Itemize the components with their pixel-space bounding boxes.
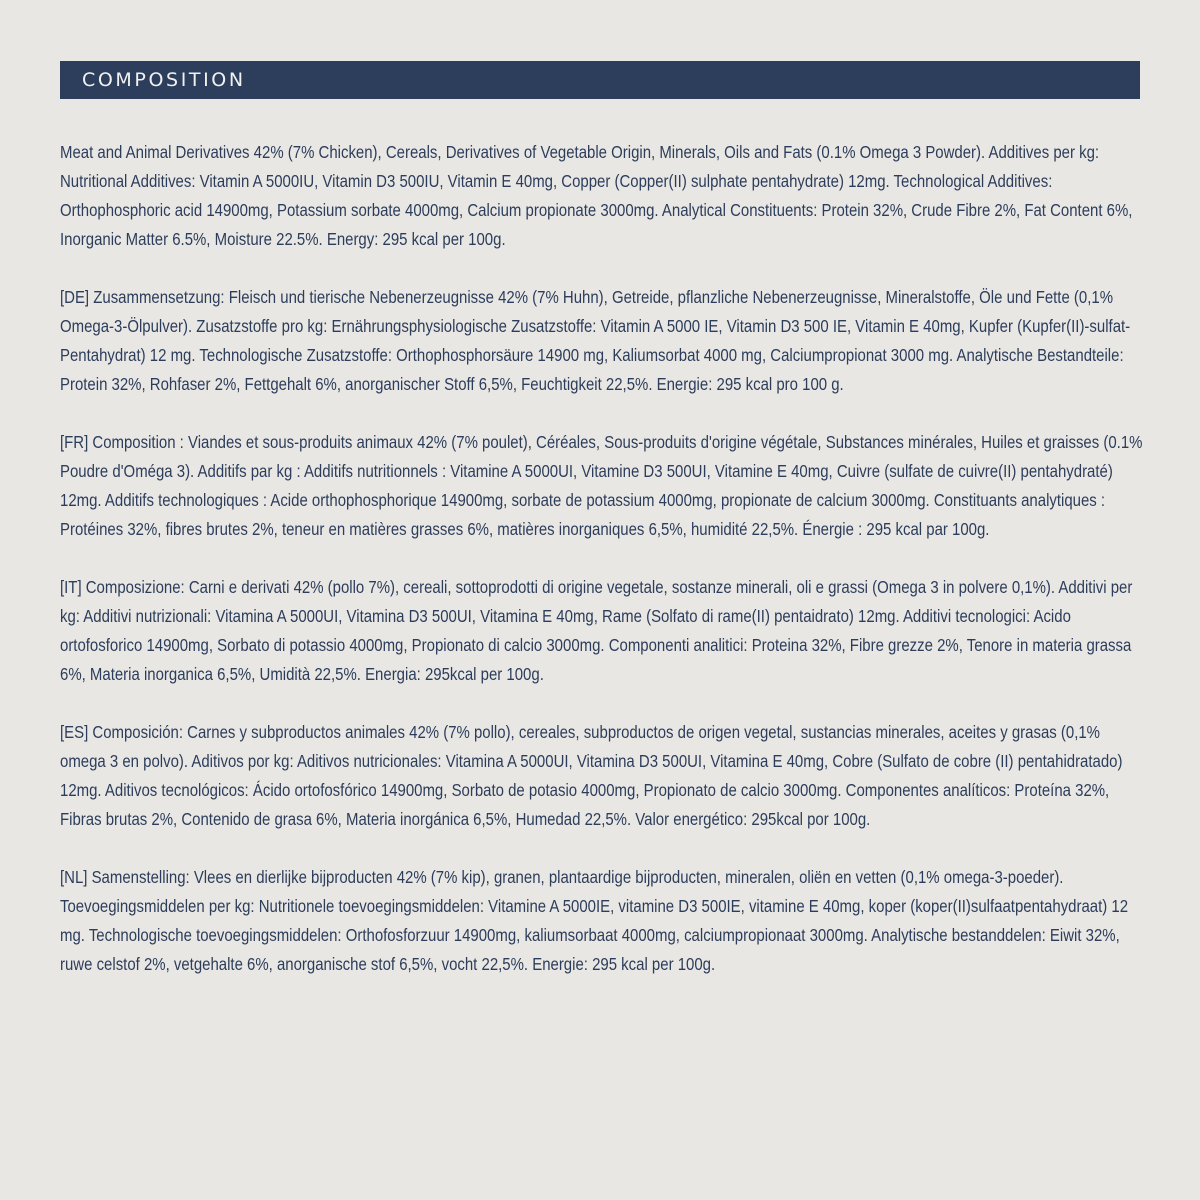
- composition-paragraph-nl: [NL] Samenstelling: Vlees en dierlijke bijproducten 42% (7% kip), granen, plantaardige bijproducten, mineralen, oliën en vetten (0,1% omega-3-poeder). Toevoegingsmiddelen per kg: Nutritionele toevoegingsmiddelen: Vitamine A 5000IE, vitamine D3 500IE, vitamine E 40mg, koper (koper(II)sulfaatpentahydraat) 12 mg. Technologische toevoegingsmiddelen: Orthofosforzuur 14900mg, kaliumsorbaat 4000mg, calciumpropionaat 3000mg. Analytische bestanddelen: Eiwit 32%, ruwe celstof 2%, vetgehalte 6%, anorganische stof 6,5%, vocht 22,5%. Energie: 295 kcal per 100g.: [60, 867, 1129, 974]
- composition-content: [60, 138, 1145, 1008]
- composition-title: COMPOSITION: [82, 69, 246, 91]
- composition-paragraph-fr: [FR] Composition : Viandes et sous-produits animaux 42% (7% poulet), Céréales, Sous-produits d'origine végétale, Substances minérales, Huiles et graisses (0.1% Poudre d'Oméga 3). Additifs par kg : Additifs nutritionnels : Vitamine A 5000UI, Vitamine D3 500UI, Vitamine E 40mg, Cuivre (sulfate de cuivre(II) pentahydraté) 12mg. Additifs technologiques : Acide orthophosphorique 14900mg, sorbate de potassium 4000mg, propionate de calcium 3000mg. Constituants analytiques : Protéines 32%, fibres brutes 2%, teneur en matières grasses 6%, matières inorganiques 6,5%, humidité 22,5%. Énergie : 295 kcal par 100g.: [60, 432, 1143, 539]
- composition-paragraph-es: [ES] Composición: Carnes y subproductos animales 42% (7% pollo), cereales, subproductos de origen vegetal, sustancias minerales, aceites y grasas (0,1% omega 3 en polvo). Aditivos por kg: Aditivos nutricionales: Vitamina A 5000UI, Vitamina D3 500UI, Vitamina E 40mg, Cobre (Sulfato de cobre (II) pentahidratado) 12mg. Aditivos tecnológicos: Ácido ortofosfórico 14900mg, Sorbato de potasio 4000mg, Propionato de calcio 3000mg. Componentes analíticos: Proteína 32%, Fibras brutas 2%, Contenido de grasa 6%, Materia inorgánica 6,5%, Humedad 22,5%. Valor energético: 295kcal por 100g.: [60, 722, 1123, 829]
- composition-paragraph-it: [IT] Composizione: Carni e derivati 42% (pollo 7%), cereali, sottoprodotti di origine vegetale, sostanze minerali, oli e grassi (Omega 3 in polvere 0,1%). Additivi per kg: Additivi nutrizionali: Vitamina A 5000UI, Vitamina D3 500UI, Vitamina E 40mg, Rame (Solfato di rame(II) pentaidrato) 12mg. Additivi tecnologici: Acido ortofosforico 14900mg, Sorbato di potassio 4000mg, Propionato di calcio 3000mg. Componenti analitici: Proteina 32%, Fibre grezze 2%, Tenore in materia grassa 6%, Materia inorganica 6,5%, Umidità 22,5%. Energia: 295kcal per 100g.: [60, 577, 1133, 684]
- composition-header-bar: [60, 61, 1140, 99]
- composition-paragraph-en: Meat and Animal Derivatives 42% (7% Chicken), Cereals, Derivatives of Vegetable Origin, Minerals, Oils and Fats (0.1% Omega 3 Powder). Additives per kg: Nutritional Additives: Vitamin A 5000IU, Vitamin D3 500IU, Vitamin E 40mg, Copper (Copper(II) sulphate pentahydrate) 12mg. Technological Additives: Orthophosphoric acid 14900mg, Potassium sorbate 4000mg, Calcium propionate 3000mg. Analytical Constituents: Protein 32%, Crude Fibre 2%, Fat Content 6%, Inorganic Matter 6.5%, Moisture 22.5%. Energy: 295 kcal per 100g.: [60, 142, 1133, 249]
- composition-paragraph-de: [DE] Zusammensetzung: Fleisch und tierische Nebenerzeugnisse 42% (7% Huhn), Getreide, pflanzliche Nebenerzeugnisse, Mineralstoffe, Öle und Fette (0,1% Omega-3-Ölpulver). Zusatzstoffe pro kg: Ernährungsphysiologische Zusatzstoffe: Vitamin A 5000 IE, Vitamin D3 500 IE, Vitamin E 40mg, Kupfer (Kupfer(II)-sulfat-Pentahydrat) 12 mg. Technologische Zusatzstoffe: Orthophosphorsäure 14900 mg, Kaliumsorbat 4000 mg, Calciumpropionat 3000 mg. Analytische Bestandteile: Protein 32%, Rohfaser 2%, Fettgehalt 6%, anorganischer Stoff 6,5%, Feuchtigkeit 22,5%. Energie: 295 kcal pro 100 g.: [60, 287, 1131, 394]
